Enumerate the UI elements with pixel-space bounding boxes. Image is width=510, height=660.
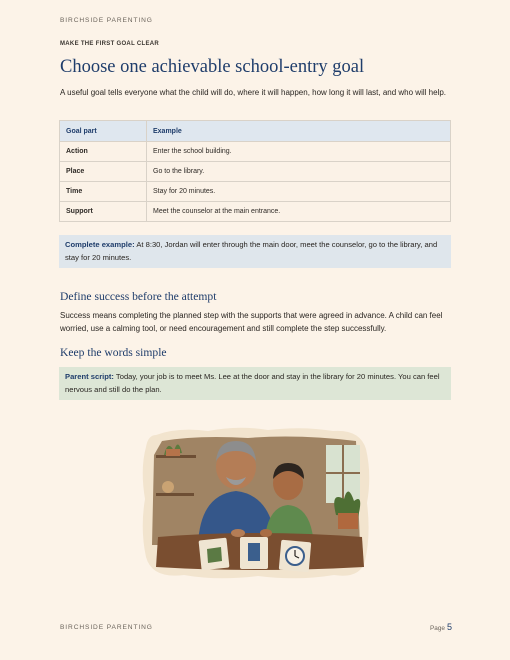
callout-lead: Complete example:: [65, 240, 135, 249]
parent-script-callout: [59, 367, 451, 400]
page-number-value: 5: [446, 622, 452, 632]
complete-example-callout: [59, 235, 451, 268]
table-header-row: [60, 121, 451, 142]
success-paragraph: Success means completing the planned step with the supports that were agreed in advance. A child can feel worried, use a calming tool, or need encouragement and still complete the step successfully.: [60, 311, 443, 333]
page-title: Choose one achievable school-entry goal: [60, 57, 365, 77]
table-row: [60, 202, 451, 222]
intro-paragraph: A useful goal tells everyone what the child will do, where it will happen, how long it will last, and who will help.: [60, 88, 446, 97]
page-number: [430, 622, 452, 632]
goal-part-cell: Action: [60, 142, 147, 162]
section-kicker: MAKE THE FIRST GOAL CLEAR: [60, 41, 160, 47]
footer-brand: BIRCHSIDE PARENTING: [60, 624, 153, 631]
column-header-example: Example: [147, 121, 451, 142]
success-heading: Define success before the attempt: [60, 290, 217, 303]
table-row: [60, 182, 451, 202]
column-header-goal-part: Goal part: [60, 121, 147, 142]
page-label: Page: [430, 625, 445, 632]
example-cell: Meet the counselor at the main entrance.: [147, 202, 451, 222]
callout-text: At 8:30, Jordan will enter through the main door, meet the counselor, go to the library, and stay for 20 minutes.: [65, 240, 438, 262]
goal-part-cell: Place: [60, 162, 147, 182]
table-row: [60, 162, 451, 182]
running-header: BIRCHSIDE PARENTING: [60, 17, 153, 24]
example-cell: Stay for 20 minutes.: [147, 182, 451, 202]
grandparent-child-illustration: [138, 425, 372, 581]
example-cell: Go to the library.: [147, 162, 451, 182]
example-cell: Enter the school building.: [147, 142, 451, 162]
goal-part-cell: Support: [60, 202, 147, 222]
goal-part-cell: Time: [60, 182, 147, 202]
table-row: [60, 142, 451, 162]
callout-lead: Parent script:: [65, 372, 114, 381]
callout-text: Today, your job is to meet Ms. Lee at the door and stay in the library for 20 minutes. You can feel nervous and still do the plan.: [65, 372, 440, 394]
goal-parts-table: [59, 120, 451, 222]
simple-words-heading: Keep the words simple: [60, 346, 167, 359]
